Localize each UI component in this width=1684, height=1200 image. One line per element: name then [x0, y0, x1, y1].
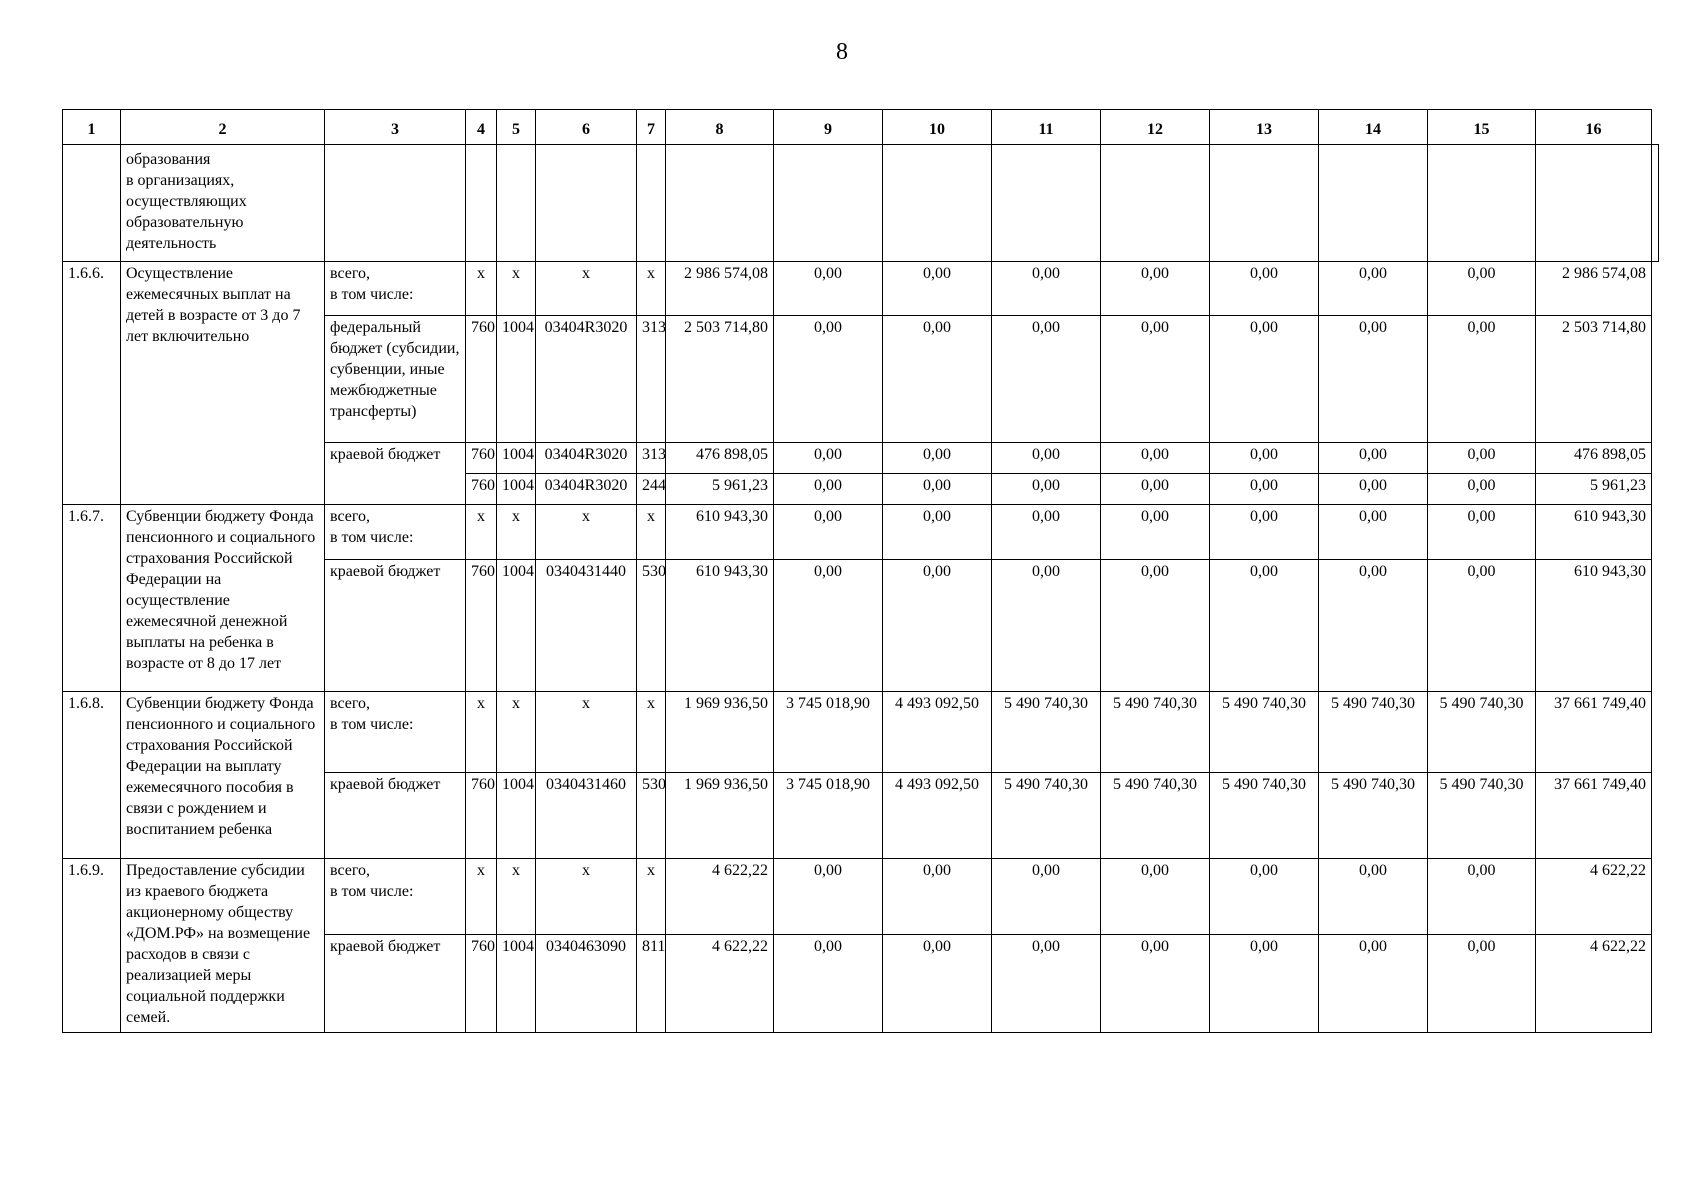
cell-amount: 37 661 749,40: [1536, 692, 1652, 773]
cell-amount: 0,00: [1319, 316, 1428, 443]
cell-amount: 0,00: [774, 859, 883, 935]
cell-amount: 0,00: [1319, 505, 1428, 560]
cell-empty: [774, 145, 883, 262]
cell-funding-source: всего, в том числе:: [325, 692, 466, 773]
cell-amount: 0,00: [883, 859, 992, 935]
cell-amount: 0,00: [992, 474, 1101, 505]
cell-amount: 5 490 740,30: [1428, 773, 1536, 859]
cell-amount: 0,00: [1428, 316, 1536, 443]
cell-item-index: 1.6.7.: [63, 505, 121, 692]
cell-item-name: Предоставление субсидии из краевого бюджета акционерному обществу «ДОМ.РФ» на возмещение расходов в связи с реализацией меры социальной поддержки семей.: [121, 859, 325, 1033]
cell-code-type: 313: [637, 316, 666, 443]
cell-code-target: 0340463090: [536, 935, 637, 1033]
cell-amount: 0,00: [1210, 505, 1319, 560]
cell-code-target: 03404R3020: [536, 474, 637, 505]
cell-amount: 0,00: [1319, 859, 1428, 935]
column-header: 2: [121, 110, 325, 145]
cell-amount: 5 490 740,30: [992, 773, 1101, 859]
cell-code-section: 1004: [497, 935, 536, 1033]
cell-amount: 0,00: [1210, 443, 1319, 474]
cell-empty: [1210, 145, 1319, 262]
cell-funding-source: краевой бюджет: [325, 560, 466, 692]
cell-amount: 2 503 714,80: [1536, 316, 1652, 443]
table-row: [63, 859, 1659, 935]
cell-amount: 0,00: [1101, 474, 1210, 505]
cell-empty: [63, 145, 121, 262]
cell-amount: 4 493 092,50: [883, 692, 992, 773]
cell-funding-source: краевой бюджет: [325, 443, 466, 505]
cell-amount: 4 622,22: [666, 859, 774, 935]
cell-amount: 610 943,30: [1536, 505, 1652, 560]
table-header: [63, 110, 1659, 145]
cell-amount: 0,00: [774, 262, 883, 316]
cell-code-type: 530: [637, 773, 666, 859]
cell-amount: 5 490 740,30: [1101, 773, 1210, 859]
cell-code-grbs: 760: [466, 560, 497, 692]
column-header: 16: [1536, 110, 1652, 145]
budget-table: [62, 109, 1659, 1033]
cell-amount: 0,00: [1210, 316, 1319, 443]
cell-amount: 0,00: [774, 560, 883, 692]
cell-amount: 5 490 740,30: [1210, 692, 1319, 773]
cell-amount: 0,00: [1428, 935, 1536, 1033]
cell-amount: 0,00: [883, 505, 992, 560]
cell-amount: 0,00: [1101, 443, 1210, 474]
cell-empty: [536, 145, 637, 262]
cell-amount: 0,00: [1101, 859, 1210, 935]
cell-code-grbs: x: [466, 692, 497, 773]
cell-code-type: x: [637, 262, 666, 316]
cell-code-grbs: 760: [466, 935, 497, 1033]
cell-code-type: 313: [637, 443, 666, 474]
cell-amount: 5 490 740,30: [1428, 692, 1536, 773]
cell-funding-source: всего, в том числе:: [325, 505, 466, 560]
cell-amount: 0,00: [992, 505, 1101, 560]
column-header: 11: [992, 110, 1101, 145]
cell-amount: 0,00: [774, 443, 883, 474]
cell-amount: 0,00: [1319, 443, 1428, 474]
cell-amount: 0,00: [992, 859, 1101, 935]
column-header: 5: [497, 110, 536, 145]
cell-amount: 610 943,30: [1536, 560, 1652, 692]
column-header: 14: [1319, 110, 1428, 145]
cell-amount: 0,00: [1319, 935, 1428, 1033]
cell-amount: 0,00: [774, 505, 883, 560]
cell-code-section: 1004: [497, 773, 536, 859]
cell-code-section: x: [497, 262, 536, 316]
cell-amount: 0,00: [1210, 262, 1319, 316]
cell-code-grbs: x: [466, 859, 497, 935]
cell-amount: 0,00: [1428, 474, 1536, 505]
column-header: 7: [637, 110, 666, 145]
cell-funding-source: краевой бюджет: [325, 773, 466, 859]
cell-code-target: 03404R3020: [536, 316, 637, 443]
cell-code-grbs: 760: [466, 773, 497, 859]
cell-amount: 0,00: [1428, 859, 1536, 935]
cell-amount: 0,00: [992, 443, 1101, 474]
cell-amount: 4 622,22: [1536, 935, 1652, 1033]
cell-amount: 610 943,30: [666, 505, 774, 560]
cell-code-type: x: [637, 505, 666, 560]
cell-empty: [883, 145, 992, 262]
cell-amount: 0,00: [1428, 262, 1536, 316]
cell-amount: 0,00: [1101, 316, 1210, 443]
cell-amount: 0,00: [883, 935, 992, 1033]
cell-amount: 0,00: [992, 262, 1101, 316]
cell-empty: [637, 145, 666, 262]
cell-code-type: x: [637, 859, 666, 935]
cell-amount: 0,00: [1319, 560, 1428, 692]
column-header: 4: [466, 110, 497, 145]
table-body: [63, 145, 1659, 1033]
cell-code-section: 1004: [497, 560, 536, 692]
column-header: 3: [325, 110, 466, 145]
cell-empty: [1319, 145, 1428, 262]
cell-funding-source: всего, в том числе:: [325, 262, 466, 316]
cell-amount: 476 898,05: [666, 443, 774, 474]
cell-amount: 0,00: [883, 316, 992, 443]
cell-funding-source: краевой бюджет: [325, 935, 466, 1033]
cell-amount: 3 745 018,90: [774, 773, 883, 859]
cell-amount: 0,00: [1101, 262, 1210, 316]
cell-code-section: 1004: [497, 316, 536, 443]
table-row-continuation: [63, 145, 1659, 262]
cell-amount: 0,00: [1428, 560, 1536, 692]
cell-amount: 4 622,22: [1536, 859, 1652, 935]
cell-item-index: 1.6.9.: [63, 859, 121, 1033]
cell-code-section: x: [497, 692, 536, 773]
cell-amount: 610 943,30: [666, 560, 774, 692]
cell-amount: 0,00: [883, 443, 992, 474]
cell-funding-source: всего, в том числе:: [325, 859, 466, 935]
cell-amount: 4 622,22: [666, 935, 774, 1033]
cell-amount: 0,00: [1210, 935, 1319, 1033]
cell-amount: 0,00: [1210, 474, 1319, 505]
cell-amount: 0,00: [1428, 443, 1536, 474]
table-row: [63, 505, 1659, 560]
cell-empty: [1536, 145, 1652, 262]
cell-item-name: Субвенции бюджету Фонда пенсионного и социального страхования Российской Федерации на осуществление ежемесячной денежной выплаты на ребенка в возрасте от 8 до 17 лет: [121, 505, 325, 692]
cell-code-grbs: 760: [466, 316, 497, 443]
cell-code-target: 0340431460: [536, 773, 637, 859]
cell-amount: 0,00: [992, 935, 1101, 1033]
cell-funding-source: федеральный бюджет (субсидии, субвенции, иные межбюджетные трансферты): [325, 316, 466, 443]
cell-item-name: образования в организациях, осуществляющих образовательную деятельность: [121, 145, 325, 262]
column-header: 1: [63, 110, 121, 145]
cell-amount: 37 661 749,40: [1536, 773, 1652, 859]
cell-empty: [325, 145, 466, 262]
cell-amount: 5 490 740,30: [1319, 773, 1428, 859]
cell-code-section: x: [497, 505, 536, 560]
cell-amount: 0,00: [992, 560, 1101, 692]
cell-amount: 5 490 740,30: [1210, 773, 1319, 859]
cell-code-section: x: [497, 859, 536, 935]
column-header: 6: [536, 110, 637, 145]
cell-amount: 1 969 936,50: [666, 692, 774, 773]
cell-amount: 2 986 574,08: [1536, 262, 1652, 316]
cell-amount: 5 490 740,30: [1319, 692, 1428, 773]
cell-code-type: 244: [637, 474, 666, 505]
cell-code-type: 811: [637, 935, 666, 1033]
cell-code-target: 03404R3020: [536, 443, 637, 474]
cell-empty: [992, 145, 1101, 262]
cell-empty: [1101, 145, 1210, 262]
cell-amount: 0,00: [1101, 505, 1210, 560]
cell-code-target: x: [536, 505, 637, 560]
cell-item-index: 1.6.8.: [63, 692, 121, 859]
cell-amount: 5 961,23: [1536, 474, 1652, 505]
column-header: 9: [774, 110, 883, 145]
cell-code-target: x: [536, 859, 637, 935]
cell-empty: [1428, 145, 1536, 262]
header-row: [63, 110, 1659, 145]
column-header: 15: [1428, 110, 1536, 145]
cell-code-grbs: 760: [466, 474, 497, 505]
cell-code-target: x: [536, 262, 637, 316]
column-header: 10: [883, 110, 992, 145]
column-header: 12: [1101, 110, 1210, 145]
cell-amount: 0,00: [1319, 474, 1428, 505]
cell-amount: 2 986 574,08: [666, 262, 774, 316]
cell-amount: 0,00: [992, 316, 1101, 443]
cell-code-grbs: x: [466, 262, 497, 316]
cell-amount: 5 490 740,30: [992, 692, 1101, 773]
table-row: [63, 262, 1659, 316]
cell-amount: 2 503 714,80: [666, 316, 774, 443]
cell-amount: 0,00: [774, 935, 883, 1033]
table-row: [63, 692, 1659, 773]
cell-code-target: 0340431440: [536, 560, 637, 692]
cell-amount: 0,00: [1319, 262, 1428, 316]
cell-amount: 4 493 092,50: [883, 773, 992, 859]
cell-item-name: Субвенции бюджету Фонда пенсионного и социального страхования Российской Федерации на выплату ежемесячного пособия в связи с рождением и воспитанием ребенка: [121, 692, 325, 859]
page-number: 8: [836, 39, 848, 65]
cell-amount: 0,00: [774, 316, 883, 443]
cell-amount: 5 961,23: [666, 474, 774, 505]
cell-code-grbs: 760: [466, 443, 497, 474]
cell-amount: 3 745 018,90: [774, 692, 883, 773]
column-header: 13: [1210, 110, 1319, 145]
cell-amount: 0,00: [1101, 560, 1210, 692]
cell-code-target: x: [536, 692, 637, 773]
cell-amount: 5 490 740,30: [1101, 692, 1210, 773]
cell-amount: 0,00: [883, 262, 992, 316]
column-header: 8: [666, 110, 774, 145]
cell-empty: [666, 145, 774, 262]
cell-amount: 0,00: [1210, 560, 1319, 692]
cell-empty: [1652, 145, 1659, 262]
cell-amount: 0,00: [774, 474, 883, 505]
cell-empty: [497, 145, 536, 262]
cell-item-name: Осуществление ежемесячных выплат на детей в возрасте от 3 до 7 лет включительно: [121, 262, 325, 505]
cell-code-type: 530: [637, 560, 666, 692]
cell-code-grbs: x: [466, 505, 497, 560]
cell-item-index: 1.6.6.: [63, 262, 121, 505]
cell-amount: 0,00: [1210, 859, 1319, 935]
cell-amount: 0,00: [883, 474, 992, 505]
cell-amount: 1 969 936,50: [666, 773, 774, 859]
cell-code-type: x: [637, 692, 666, 773]
cell-empty: [466, 145, 497, 262]
cell-amount: 0,00: [1101, 935, 1210, 1033]
cell-amount: 476 898,05: [1536, 443, 1652, 474]
cell-code-section: 1004: [497, 443, 536, 474]
cell-amount: 0,00: [1428, 505, 1536, 560]
cell-amount: 0,00: [883, 560, 992, 692]
cell-code-section: 1004: [497, 474, 536, 505]
